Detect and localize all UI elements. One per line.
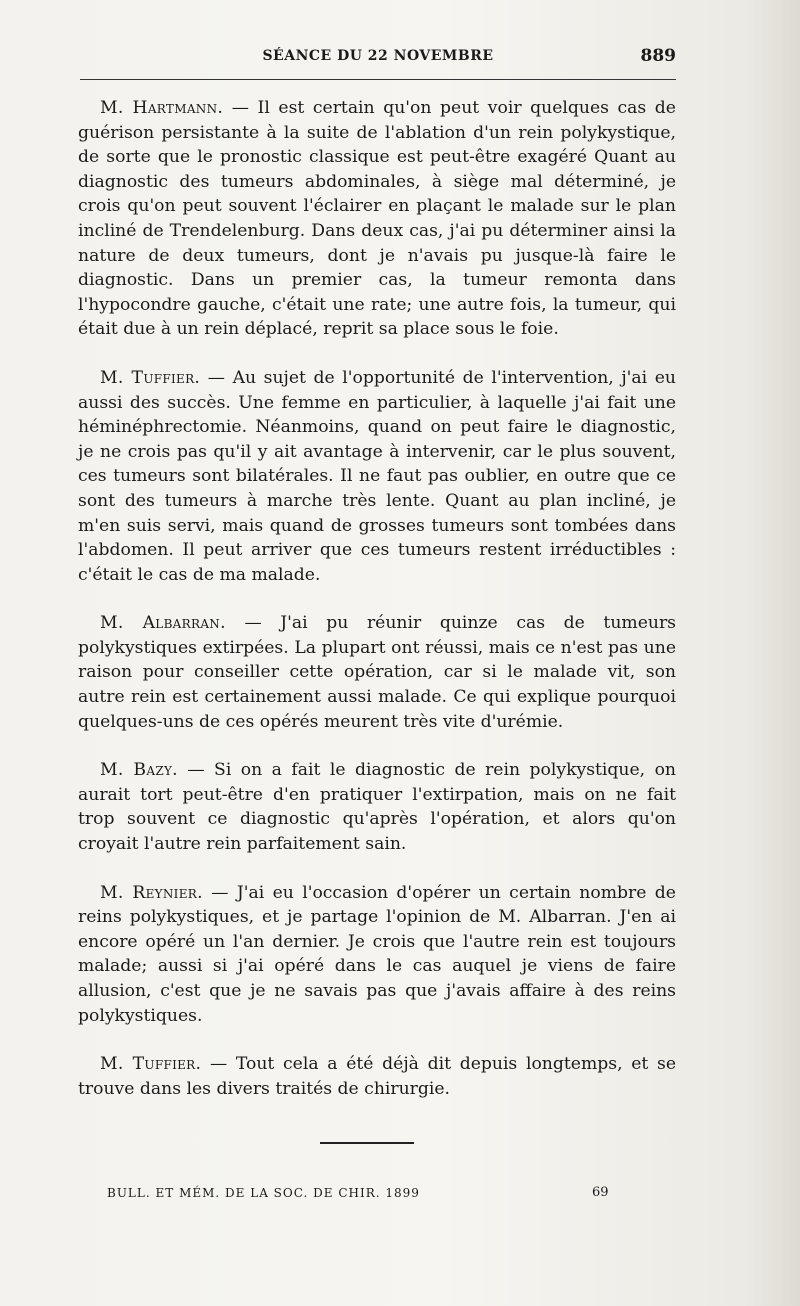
page-number: 889 [640,46,676,66]
section-separator [320,1142,414,1144]
paragraph-text: — Au sujet de l'opportunité de l'intervention, j'ai eu aussi des succès. Une femme en particulier, à laquelle j'ai fait une héminéphrectomie. Néanmoins, quand on peut faire le diagnostic, je ne crois pas qu'il y ait avantage à intervenir, car le plus souvent, ces tumeurs sont bilatérales. Il ne faut pas oublier, en outre que ce sont des tumeurs à marche très lente. Quant au plan incliné, je m'en suis servi, mais quand de grosses tumeurs sont tombées dans l'abdomen. Il peut arriver que ces tumeurs restent irréductibles : c'était le cas de ma malade. [78,367,676,585]
paragraph-bazy [78,758,676,856]
header-rule [80,79,676,80]
paragraph-text: — Tout cela a été déjà dit depuis longtemps, et se trouve dans les divers traités de chirurgie. [78,1054,676,1099]
paragraph-reynier [78,881,676,1029]
paragraph-text: — Il est certain qu'on peut voir quelques cas de guérison persistante à la suite de l'ablation d'un rein polykystique, de sorte que le pronostic classique est peut-être exagéré Quant au diagnostic des tumeurs abdominales, à siège mal déterminé, je crois qu'on peut souvent l'éclairer en plaçant le malade sur le plan incliné de Trendelenburg. Dans deux cas, j'ai pu déterminer ainsi la nature de deux tumeurs, dont je n'avais pu jusque-là faire le diagnostic. Dans un premier cas, la tumeur remonta dans l'hypocondre gauche, c'était une rate; une autre fois, la tumeur, qui était due à un rein déplacé, reprit sa place sous le foie. [78,98,676,340]
page-footer [107,1186,607,1206]
speaker-name: M. Albarran. [100,613,226,634]
paragraph-hartmann [78,96,676,342]
paragraph-tuffier-1 [78,366,676,587]
paragraph-albarran [78,611,676,734]
speaker-name: M. Bazy. [100,760,178,781]
speaker-name: M. Tuffier. [100,367,201,388]
speaker-name: M. Tuffier. [100,1054,202,1075]
paragraph-text: — Si on a fait le diagnostic de rein polykystique, on aurait tort peut-être d'en pratiquer l'extirpation, mais on ne fait trop souvent ce diagnostic qu'après l'opération, et alors qu'on croyait l'autre rein parfaitement sain. [78,760,677,855]
main-text [78,96,676,1125]
speaker-name: M. Hartmann. [100,98,224,118]
paragraph-tuffier-2 [78,1052,676,1101]
signature-mark: 69 [592,1185,609,1200]
paragraph-text: — J'ai pu réunir quinze cas de tumeurs polykystiques extirpées. La plupart ont réussi, mais ce n'est pas une raison pour conseiller cette opération, car si le malade vit, son autre rein est certainement aussi malade. Ce qui explique pourquoi quelques-uns de ces opérés meurent très vite d'urémie. [78,613,676,732]
running-title: SÉANCE DU 22 NOVEMBRE [262,48,494,64]
paragraph-text: — J'ai eu l'occasion d'opérer un certain nombre de reins polykystiques, et je partage l'opinion de M. Albarran. J'en ai encore opéré un l'an dernier. Je crois que l'autre rein est toujours malade; aussi si j'ai opéré dans le cas auquel je viens de faire allusion, c'est que je ne savais pas que j'avais affaire à des reins polykystiques. [78,882,676,1026]
speaker-name: M. Reynier. [100,882,203,903]
page-header [80,48,676,70]
footer-citation: BULL. ET MÉM. DE LA SOC. DE CHIR. 1899 [107,1186,420,1200]
